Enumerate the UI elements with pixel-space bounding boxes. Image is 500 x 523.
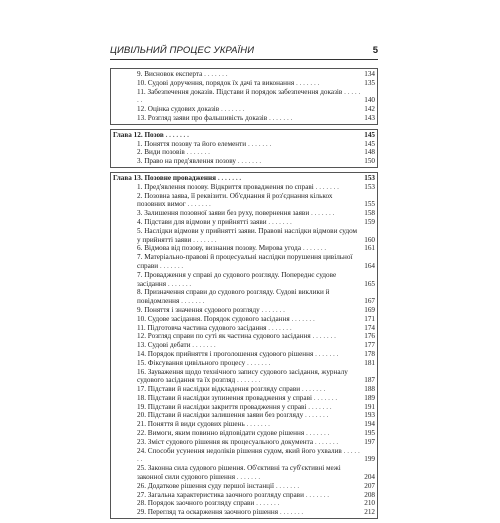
toc-page-number: 171 bbox=[364, 314, 375, 323]
dot-leader: . . . . . . . bbox=[202, 70, 228, 78]
toc-entry-title: 29. Перегляд та оскарження заочного рішення bbox=[137, 508, 279, 517]
toc-entry-title: 12. Розгляд справи по суті як частина судового засідання bbox=[137, 332, 311, 341]
toc-entry-title: 5. Наслідки відмови у прийнятті заяви. Правові наслідки відмови судом у прийнятті заяви bbox=[137, 226, 358, 244]
toc-block bbox=[110, 172, 378, 519]
toc-entry-title: 24. Способи усунення недоліків рішення судом, який його ухвалив bbox=[137, 446, 342, 455]
dot-leader: . . . . . . . bbox=[266, 217, 292, 226]
toc-entry-title: 2. Види позовів bbox=[137, 148, 185, 157]
toc-page-number: 159 bbox=[364, 217, 375, 226]
dot-leader: . . . . . . . bbox=[190, 341, 216, 350]
toc-entry-title: 7. Провадження у справі до судового розгляду. Попереднє судове засідання bbox=[137, 270, 337, 288]
toc-page-number: 178 bbox=[364, 349, 375, 358]
toc-entry bbox=[111, 359, 375, 368]
dot-leader: . . . . . . . bbox=[300, 385, 326, 394]
dot-leader: . . . . . . . bbox=[294, 78, 320, 87]
toc-entry bbox=[111, 368, 375, 386]
dot-leader: . . . . . . . bbox=[244, 420, 270, 429]
dot-leader: . . . . . . . bbox=[278, 508, 304, 517]
dot-leader: . . . . . . . bbox=[191, 235, 217, 244]
dot-leader: . . . . . . . bbox=[313, 437, 339, 446]
toc-page-number: 145 bbox=[364, 130, 375, 139]
dot-leader: . . . . . . . bbox=[185, 200, 211, 209]
toc-page-number: 199 bbox=[364, 455, 375, 464]
running-header bbox=[110, 45, 378, 60]
toc-entry-title: 16. Зауваження щодо технічного запису судового засідання, журналу судового засідання та їх розгляд bbox=[137, 367, 348, 385]
toc-page-number: 188 bbox=[364, 385, 375, 394]
toc-entry-title: 17. Підстави й наслідки відкладення розгляду справи bbox=[137, 385, 301, 394]
dot-leader: . . . . . . . bbox=[301, 244, 327, 253]
toc-entry-title: 7. Матеріально-правові й процесуальні наслідки порушення цивільної справи bbox=[137, 253, 353, 270]
toc-entry-title: 10. Судові доручення, порядок їх дачі та виконання bbox=[137, 78, 295, 87]
toc-entry bbox=[111, 350, 375, 359]
toc-page-number: 191 bbox=[364, 402, 375, 411]
toc-entry bbox=[111, 508, 375, 517]
dot-leader: . . . . . . . bbox=[266, 323, 292, 332]
dot-leader: . . . . . . . bbox=[137, 446, 360, 464]
running-title: ЦИВІЛЬНИЙ ПРОЦЕС УКРАЇНИ bbox=[110, 45, 255, 56]
toc-entry bbox=[111, 394, 375, 403]
toc-entry bbox=[111, 209, 375, 218]
toc-entry bbox=[111, 70, 375, 79]
toc-entry-title: 10. Судове засідання. Порядок судового засідання bbox=[137, 314, 290, 323]
dot-leader: . . . . . . . bbox=[166, 279, 192, 288]
toc-entry bbox=[111, 253, 375, 271]
toc-page-number: 176 bbox=[364, 332, 375, 341]
toc-page-number: 160 bbox=[364, 235, 375, 244]
toc-page-number: 161 bbox=[364, 244, 375, 253]
toc-entry bbox=[111, 105, 375, 114]
toc-entry-title: 15. Фіксування цивільного процесу bbox=[137, 358, 246, 367]
toc-entry bbox=[111, 429, 375, 438]
toc-page-number: 143 bbox=[364, 113, 375, 122]
toc-entry-title: 11. Забезпечення доказів. Підстави й порядок забезпечення доказів bbox=[137, 87, 343, 96]
toc-page-number: 197 bbox=[364, 437, 375, 446]
dot-leader: . . . . . . . bbox=[259, 305, 285, 314]
toc-entry bbox=[111, 140, 375, 149]
toc-page-number: 195 bbox=[364, 429, 375, 438]
toc-page-number: 142 bbox=[364, 105, 375, 114]
toc-entry bbox=[111, 227, 375, 245]
toc-page-number: 177 bbox=[364, 341, 375, 350]
toc-entry-title: Глава 13. Позовне провадження bbox=[113, 173, 217, 182]
toc-entry-title: 20. Підстави й наслідки залишення заяви без розгляду bbox=[137, 411, 304, 420]
toc-entry-title: 3. Право на пред'явлення позову bbox=[137, 157, 236, 166]
toc-entry bbox=[111, 114, 375, 123]
toc-entry-title: 9. Поняття і значення судового розгляду bbox=[137, 305, 260, 314]
dot-leader: . . . . . . . bbox=[179, 297, 205, 306]
toc-entry bbox=[111, 271, 375, 289]
toc-entry-title: 21. Поняття й види судових рішень bbox=[137, 420, 245, 429]
toc-entry bbox=[111, 218, 375, 227]
toc-entry-title: Глава 12. Позов bbox=[113, 130, 164, 139]
toc-page-number: 174 bbox=[364, 323, 375, 332]
toc-page-number: 181 bbox=[364, 358, 375, 367]
toc-page-number: 164 bbox=[364, 261, 375, 270]
dot-leader: . . . . . . . bbox=[309, 209, 335, 218]
toc-entry bbox=[111, 148, 375, 157]
toc-entry-title: 13. Судові дебати bbox=[137, 341, 191, 350]
dot-leader: . . . . . . . bbox=[289, 314, 315, 323]
toc-entry bbox=[111, 324, 375, 333]
dot-leader: . . . . . . . bbox=[267, 113, 293, 122]
toc-entry bbox=[111, 464, 375, 482]
toc-entry bbox=[111, 315, 375, 324]
toc-entry-title: 12. Оцінка судових доказів bbox=[137, 105, 220, 114]
toc-entry-title: 1. Поняття позову та його елементи bbox=[137, 139, 247, 148]
toc-entry bbox=[111, 447, 375, 465]
dot-leader: . . . . . . . bbox=[235, 376, 261, 385]
toc-page-number: 169 bbox=[364, 305, 375, 314]
toc-page-number: 165 bbox=[364, 279, 375, 288]
toc-entry bbox=[111, 79, 375, 88]
toc-entry-title: 23. Зміст судового рішення як процесуального документа bbox=[137, 437, 314, 446]
toc-page-number: 140 bbox=[364, 96, 375, 105]
toc-page-number: 153 bbox=[364, 182, 375, 191]
toc-entry-title: 27. Загальна характеристика заочного розгляду справи bbox=[137, 490, 304, 499]
toc-entry-title: 2. Позовна заява, її реквізити. Об'єднання й роз'єднання кількох позовних вимог bbox=[137, 191, 333, 209]
toc-entry bbox=[111, 341, 375, 350]
toc-entry-title: 22. Вимоги, яким повинно відповідати судове рішення bbox=[137, 429, 305, 438]
dot-leader: . . . . . . . bbox=[246, 139, 272, 148]
dot-leader: . . . . . . . bbox=[304, 429, 330, 438]
dot-leader: . . . . . . . bbox=[313, 182, 339, 191]
toc-entry-title: 4. Підстави для відмови у прийнятті заяви bbox=[137, 217, 267, 226]
dot-leader: . . . . . . . bbox=[313, 349, 339, 358]
toc-entry-title: 8. Призначення справи до судового розгляду. Судові виклики й повідомлення bbox=[137, 288, 330, 306]
toc-page-number: 135 bbox=[364, 78, 375, 87]
toc-entry bbox=[111, 420, 375, 429]
toc-entry bbox=[111, 491, 375, 500]
dot-leader: . . . . . . . bbox=[184, 148, 210, 157]
toc-page-number: 208 bbox=[364, 490, 375, 499]
toc-entry-title: 19. Підстави й наслідки закриття провадження у справі bbox=[137, 402, 307, 411]
toc-entry-title: 28. Порядок заочного розгляду справи bbox=[137, 499, 255, 508]
toc-page-number: 134 bbox=[364, 70, 375, 78]
toc-entry-title: 11. Підготовча частина судового засідання bbox=[137, 323, 267, 332]
dot-leader: . . . . . . . bbox=[310, 332, 336, 341]
toc-block bbox=[110, 68, 378, 125]
dot-leader: . . . . . . . bbox=[216, 173, 242, 182]
toc-entry bbox=[111, 244, 375, 253]
toc-page-number: 155 bbox=[364, 200, 375, 209]
toc-page-number: 204 bbox=[364, 473, 375, 482]
toc-entry bbox=[111, 499, 375, 508]
dot-leader: . . . . . . . bbox=[303, 411, 329, 420]
toc-entry bbox=[111, 482, 375, 491]
toc-page-number: 193 bbox=[364, 411, 375, 420]
toc-page-number: 187 bbox=[364, 376, 375, 385]
dot-leader: . . . . . . . bbox=[163, 130, 189, 139]
toc-entry bbox=[111, 411, 375, 420]
dot-leader: . . . . . . . bbox=[254, 499, 280, 508]
toc-entry-title: 6. Відмова від позову, визнання позову. Мирова угода bbox=[137, 244, 302, 253]
toc-entry bbox=[111, 288, 375, 306]
dot-leader: . . . . . . . bbox=[303, 490, 330, 499]
table-of-contents bbox=[110, 68, 378, 523]
toc-entry-title: 13. Розгляд заяви про фальшивість доказів bbox=[137, 113, 268, 122]
toc-entry bbox=[111, 385, 375, 394]
toc-entry-title: 25. Законна сила судового рішення. Об'єктивні та суб'єктивні межі законної сили судового рішення bbox=[137, 464, 341, 482]
toc-page-number: 194 bbox=[364, 420, 375, 429]
page-number: 5 bbox=[372, 45, 378, 56]
toc-entry-title: 18. Підстави й наслідки зупинення провадження у справі bbox=[137, 393, 312, 402]
dot-leader: . . . . . . . bbox=[158, 261, 184, 270]
dot-leader: . . . . . . . bbox=[219, 105, 245, 114]
toc-page-number: 212 bbox=[364, 508, 375, 517]
toc-entry-title: 9. Висновок експерта bbox=[137, 70, 203, 78]
toc-entry bbox=[111, 183, 375, 192]
dot-leader: . . . . . . . bbox=[137, 87, 361, 105]
toc-page-number: 189 bbox=[364, 393, 375, 402]
toc-entry bbox=[111, 88, 375, 106]
toc-page-number: 145 bbox=[364, 139, 375, 148]
dot-leader: . . . . . . . bbox=[235, 157, 262, 166]
toc-entry bbox=[111, 403, 375, 412]
toc-entry bbox=[111, 438, 375, 447]
toc-page-number: 150 bbox=[364, 157, 375, 166]
toc-page-number: 167 bbox=[364, 297, 375, 306]
toc-page-number: 148 bbox=[364, 148, 375, 157]
dot-leader: . . . . . . . bbox=[306, 402, 332, 411]
toc-page-number: 207 bbox=[364, 481, 375, 490]
toc-chapter-heading bbox=[111, 131, 375, 140]
toc-page-number: 210 bbox=[364, 499, 375, 508]
toc-block bbox=[110, 129, 378, 168]
toc-entry bbox=[111, 157, 375, 166]
dot-leader: . . . . . . . bbox=[274, 481, 300, 490]
toc-entry-title: 14. Порядок прийняття і проголошення судового рішення bbox=[137, 349, 314, 358]
toc-page-number: 153 bbox=[364, 173, 375, 182]
toc-entry bbox=[111, 192, 375, 210]
toc-entry bbox=[111, 332, 375, 341]
toc-page-number: 158 bbox=[364, 209, 375, 218]
dot-leader: . . . . . . . bbox=[245, 358, 271, 367]
toc-entry-title: 1. Пред'явлення позову. Відкриття провадження по справі bbox=[137, 182, 314, 191]
dot-leader: . . . . . . . bbox=[235, 473, 261, 482]
toc-entry-title: 26. Додаткове рішення суду першої інстанції bbox=[137, 481, 275, 490]
toc-entry-title: 3. Залишення позовної заяви без руху, повернення заяви bbox=[137, 209, 310, 218]
toc-entry bbox=[111, 306, 375, 315]
toc-chapter-heading bbox=[111, 174, 375, 183]
dot-leader: . . . . . . . bbox=[311, 393, 338, 402]
